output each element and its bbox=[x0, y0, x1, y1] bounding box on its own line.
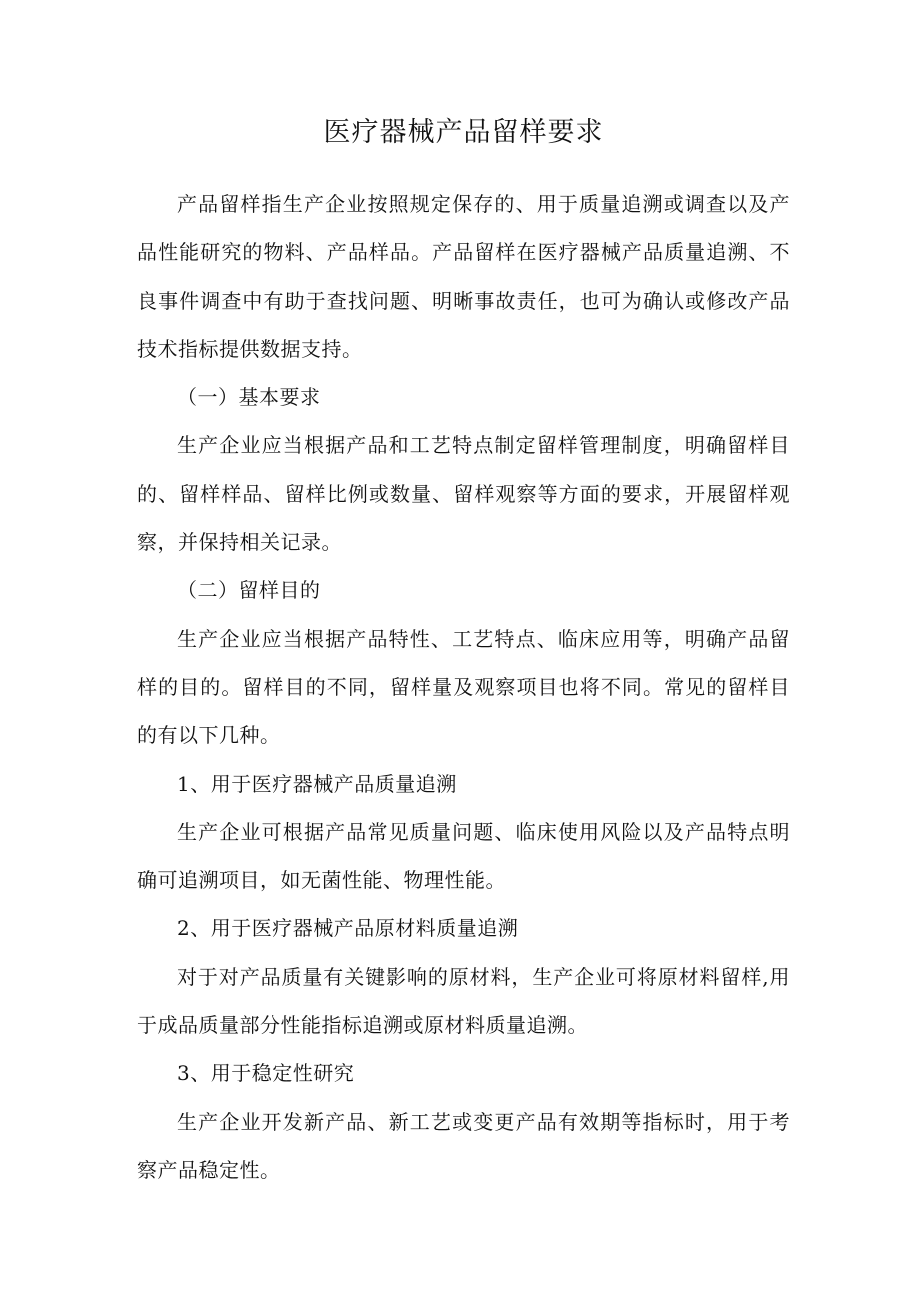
paragraph-basic-requirements: 生产企业应当根据产品和工艺特点制定留样管理制度，明确留样目的、留样样品、留样比例或数量、留样观察等方面的要求，开展留样观察，并保持相关记录。 bbox=[137, 433, 790, 555]
subheading-stability-study: 3、用于稳定性研究 bbox=[177, 1061, 355, 1086]
section-heading-retention-purpose: （二）留样目的 bbox=[177, 578, 321, 603]
subheading-raw-material-traceability: 2、用于医疗器械产品原材料质量追溯 bbox=[177, 916, 519, 941]
paragraph-retention-purpose: 生产企业应当根据产品特性、工艺特点、临床应用等，明确产品留样的目的。留样目的不同，留样量及观察项目也将不同。常见的留样目的有以下几种。 bbox=[137, 626, 790, 748]
paragraph-stability-study: 生产企业开发新产品、新工艺或变更产品有效期等指标时，用于考察产品稳定性。 bbox=[137, 1109, 790, 1182]
paragraph-product-quality-traceability: 生产企业可根据产品常见质量问题、临床使用风险以及产品特点明确可追溯项目，如无菌性能、物理性能。 bbox=[137, 819, 790, 893]
paragraph-intro: 产品留样指生产企业按照规定保存的、用于质量追溯或调查以及产品性能研究的物料、产品样品。产品留样在医疗器械产品质量追溯、不良事件调查中有助于查找问题、明晰事故责任，也可为确认或修改产品技术指标提供数据支持。 bbox=[137, 192, 790, 361]
document-body bbox=[137, 180, 790, 1194]
section-heading-basic-requirements: （一）基本要求 bbox=[177, 385, 321, 410]
paragraph-raw-material-traceability: 对于对产品质量有关键影响的原材料，生产企业可将原材料留样,用于成品质量部分性能指标追溯或原材料质量追溯。 bbox=[137, 964, 790, 1038]
subheading-product-quality-traceability: 1、用于医疗器械产品质量追溯 bbox=[177, 771, 457, 796]
document-title: 医疗器械产品留样要求 bbox=[323, 117, 604, 148]
